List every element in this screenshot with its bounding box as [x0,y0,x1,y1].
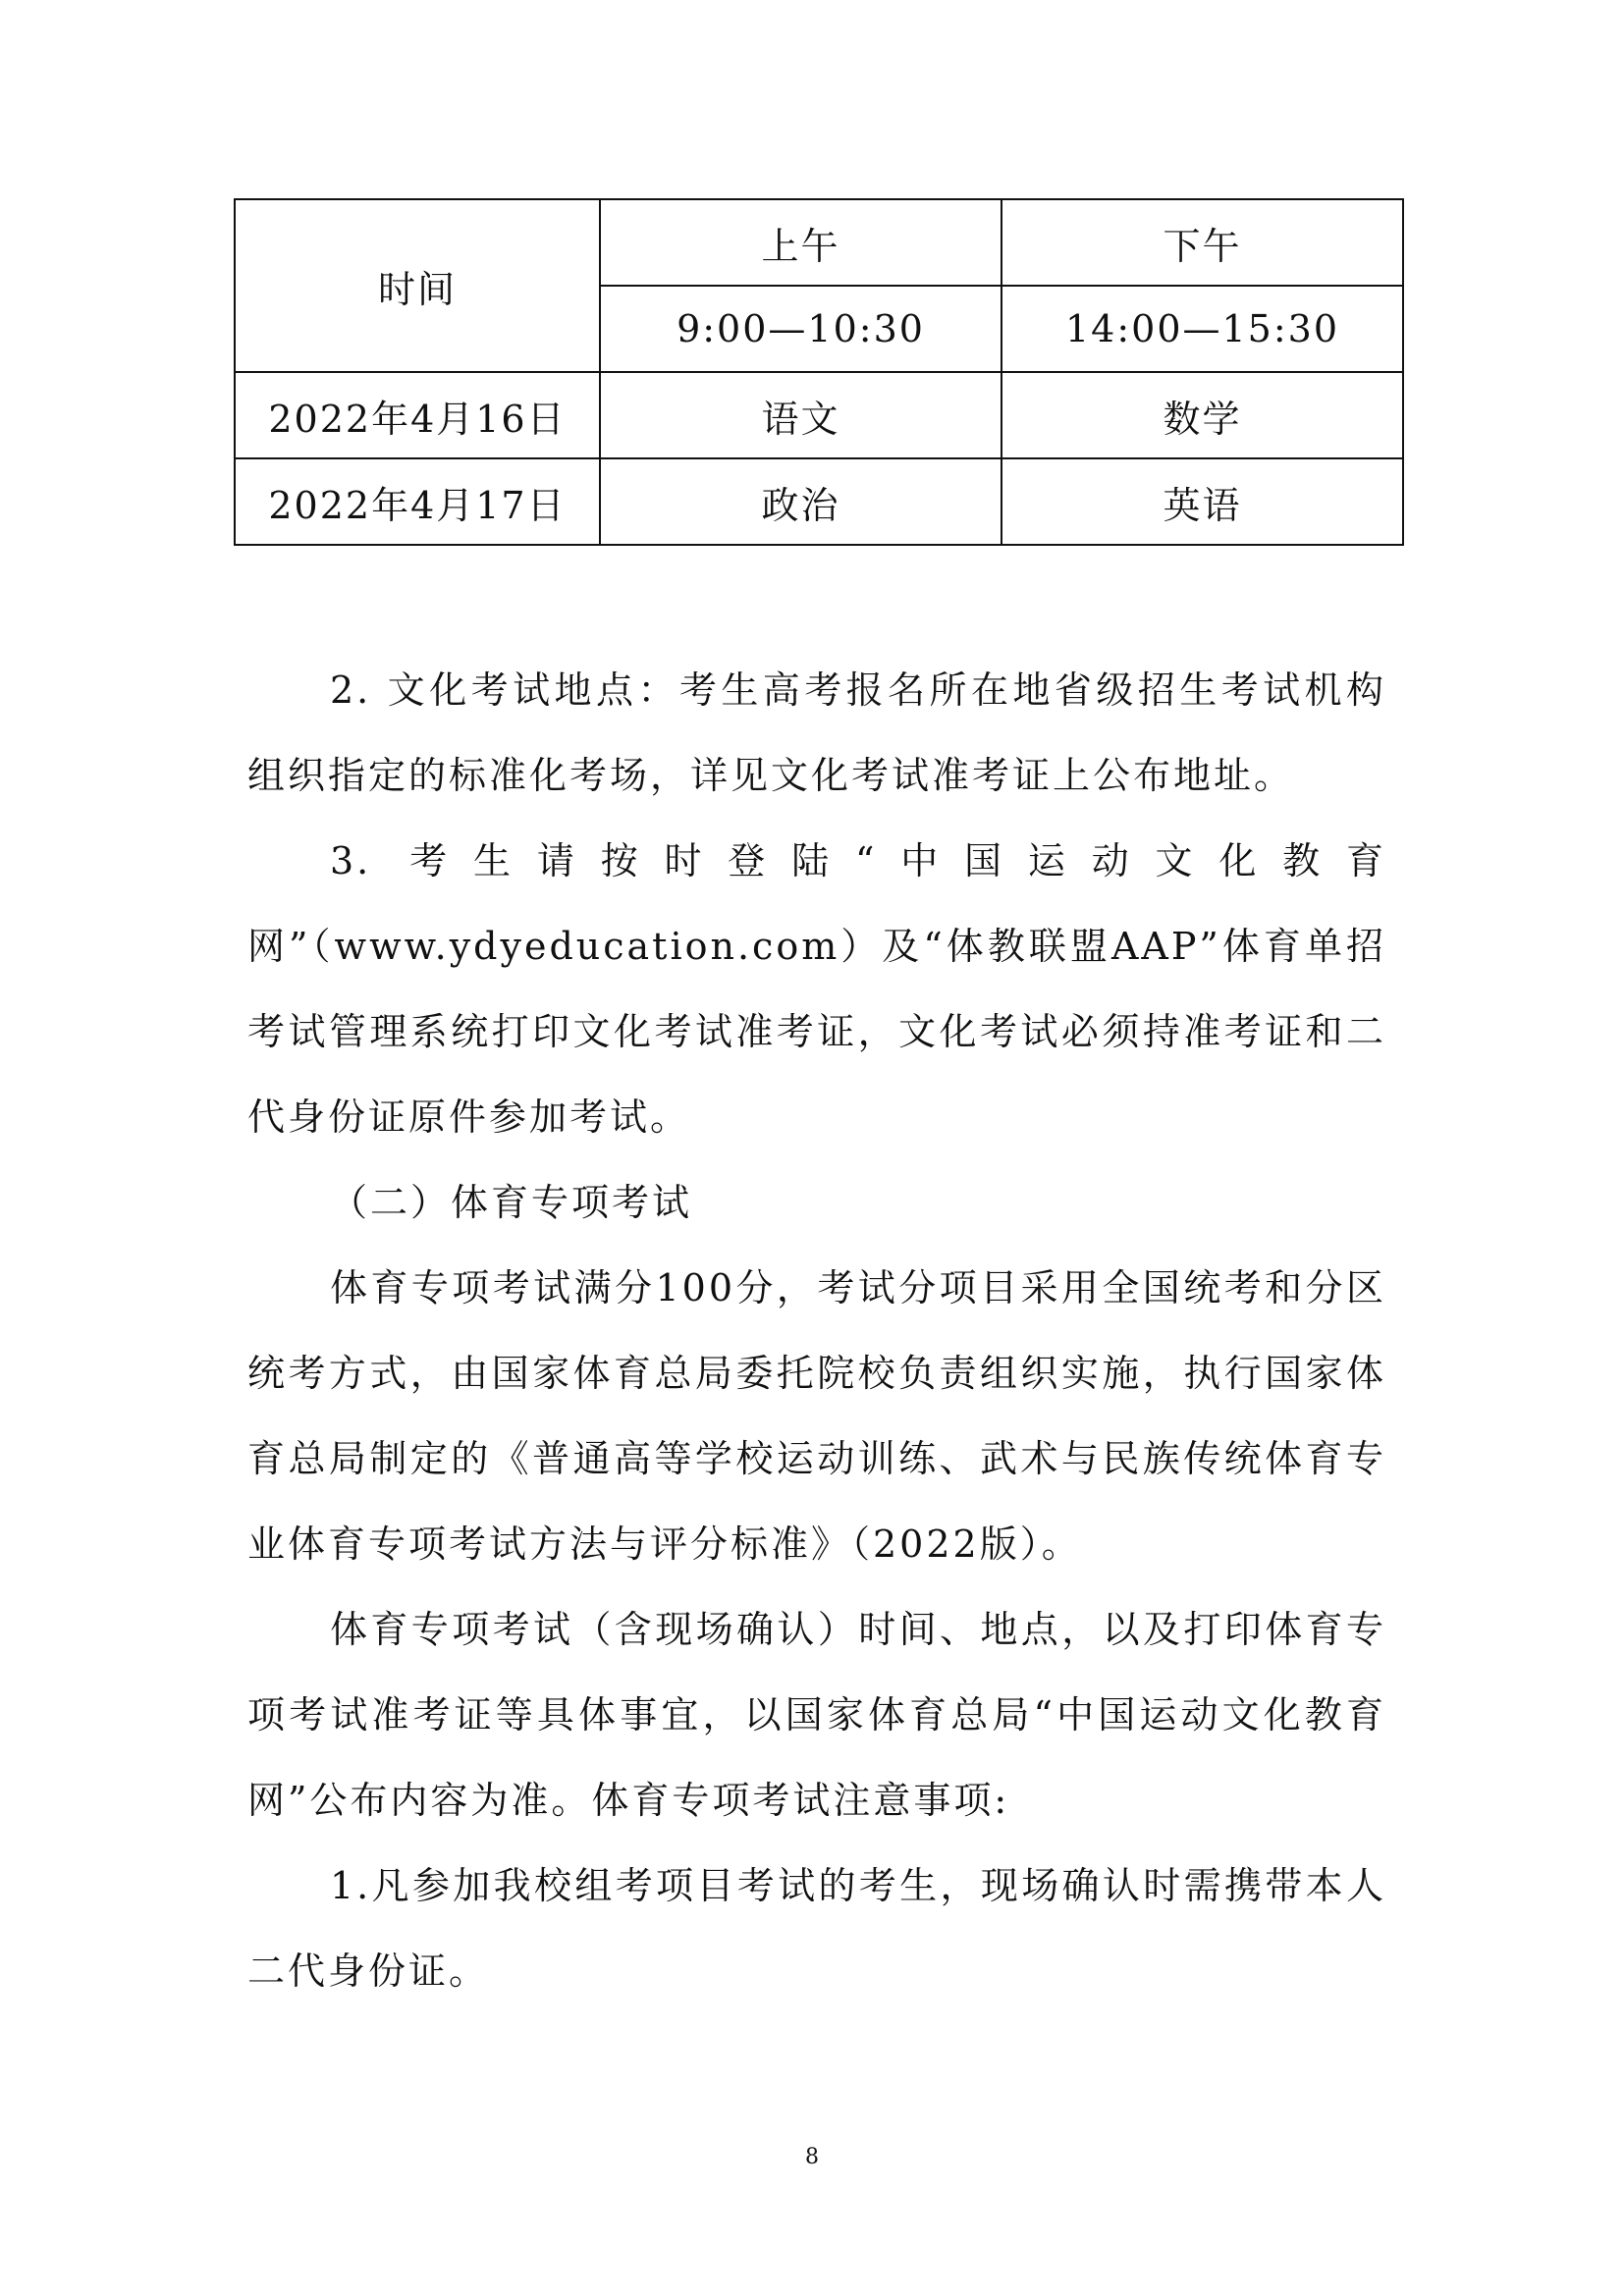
page-number: 8 [805,2145,819,2169]
table-row [235,372,1403,458]
table-row [235,458,1403,545]
date-cell: 2022年4月16日 [235,372,600,458]
header-morning-cell: 上午 [600,199,1001,286]
afternoon-hours-cell: 14:00—15:30 [1001,286,1403,372]
morning-subject-cell: 语文 [600,372,1001,458]
paragraph-sports-exam-note-1: 1.凡参加我校组考项目考试的考生，现场确认时需携带本人二代身份证。 [247,1864,1386,1993]
paragraph-sports-exam-details: 体育专项考试（含现场确认）时间、地点，以及打印体育专项考试准考证等具体事宜，以国家体育总局“中国运动文化教育网”公布内容为准。体育专项考试注意事项: [247,1608,1386,1822]
afternoon-subject-cell: 数学 [1001,372,1403,458]
body-text [247,648,1386,2014]
header-afternoon-cell: 下午 [1001,199,1403,286]
morning-hours-cell: 9:00—10:30 [600,286,1001,372]
exam-schedule-table [234,198,1404,546]
section-heading-sports-exam: （二）体育专项考试 [330,1181,693,1224]
paragraph-sports-exam-scoring: 体育专项考试满分100分，考试分项目采用全国统考和分区统考方式，由国家体育总局委托院校负责组织实施，执行国家体育总局制定的《普通高等学校运动训练、武术与民族传统体育专业体育专项考试方法与评分标准》（2022版）。 [247,1266,1386,1566]
morning-subject-cell: 政治 [600,458,1001,545]
afternoon-subject-cell: 英语 [1001,458,1403,545]
date-cell: 2022年4月17日 [235,458,600,545]
paragraph-admission-ticket: 3. 考生请按时登陆“中国运动文化教育网”（www.ydyeducation.com）及“体教联盟AAP”体育单招考试管理系统打印文化考试准考证，文化考试必须持准考证和二代身份证原件参加考试。 [247,839,1386,1139]
header-time-cell: 时间 [235,199,600,372]
table-header-row [235,199,1403,286]
paragraph-exam-location: 2. 文化考试地点：考生高考报名所在地省级招生考试机构组织指定的标准化考场，详见文化考试准考证上公布地址。 [247,668,1386,797]
